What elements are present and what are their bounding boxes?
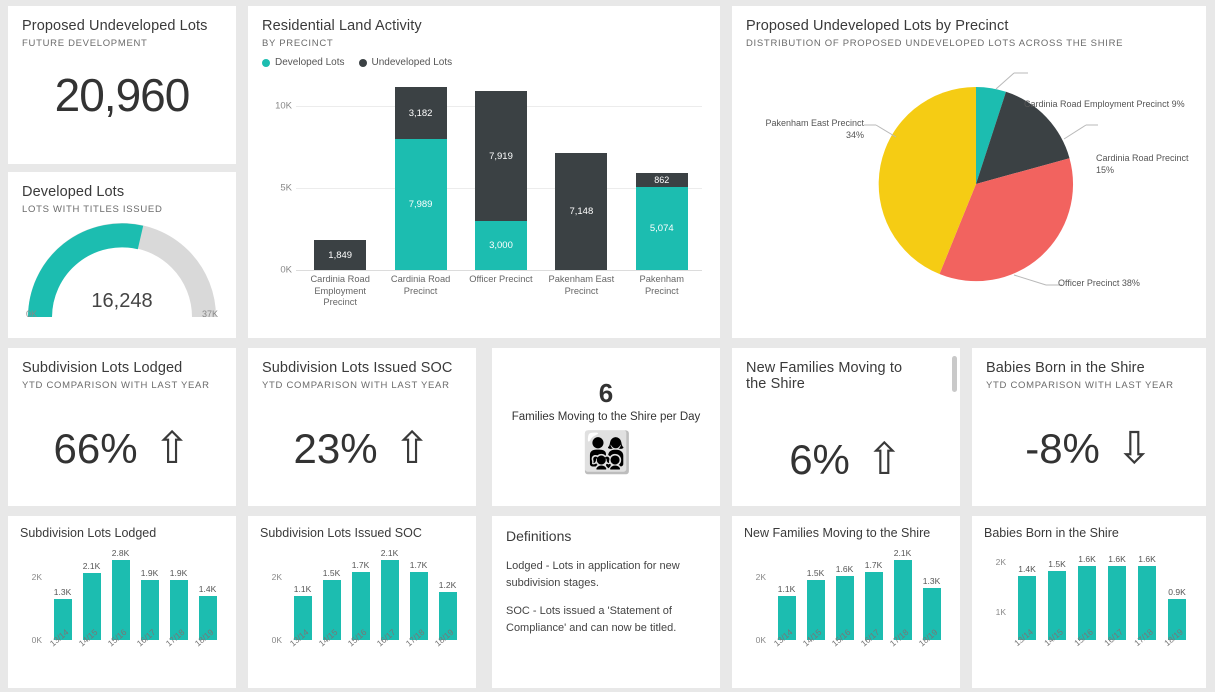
bar-value-label: 1.1K — [293, 584, 312, 594]
bar-group — [772, 548, 946, 640]
y-axis — [744, 548, 768, 645]
bar-segment-developed[interactable]: 7,989 — [395, 139, 447, 270]
x-axis-labels — [1012, 626, 1192, 652]
bar-segment-undeveloped[interactable]: 3,182 — [395, 87, 447, 139]
card-title: Proposed Undeveloped Lots by Precinct — [746, 18, 1009, 34]
y-axis — [20, 548, 44, 645]
y-tick-label: 2K — [31, 572, 42, 582]
bar-value-label: 1.4K — [198, 584, 217, 594]
x-tick-label: 17/18 — [887, 627, 911, 649]
bar-item[interactable] — [917, 548, 946, 640]
bar-item[interactable] — [317, 548, 346, 640]
bar-value-label: 1.6K — [1138, 554, 1156, 564]
bar-item[interactable] — [164, 548, 193, 640]
x-tick-label: Officer Precinct — [469, 274, 533, 284]
bar-value-label: 2.8K — [111, 548, 130, 558]
bar-item[interactable] — [106, 548, 135, 640]
bar-item[interactable] — [772, 548, 801, 640]
x-tick-label: 15/16 — [345, 627, 369, 649]
bar-column[interactable] — [555, 74, 607, 270]
bar-column[interactable] — [475, 74, 527, 270]
legend-swatch-icon — [359, 59, 367, 67]
card-residential-land-activity[interactable] — [248, 6, 720, 338]
x-tick-label: 16/17 — [858, 627, 882, 649]
scrollbar-thumb[interactable] — [952, 356, 957, 392]
bar-item[interactable] — [404, 548, 433, 640]
bar-value-label: 1.6K — [835, 564, 854, 574]
bar-segment-developed[interactable]: 3,000 — [475, 221, 527, 270]
bar-value-label: 1.9K — [169, 568, 188, 578]
y-tick-label: 2K — [271, 572, 282, 582]
y-tick-label: 0K — [271, 635, 282, 645]
y-axis — [260, 548, 284, 645]
card-title: Subdivision Lots Lodged — [20, 526, 157, 540]
card-chart-new-families[interactable] — [732, 516, 960, 688]
bar-chart — [984, 548, 1194, 676]
x-tick-label: 15/16 — [105, 627, 129, 649]
x-tick-label: 17/18 — [1132, 626, 1155, 649]
family-icon: 👨‍👩‍👧‍👦 — [582, 431, 630, 475]
card-subtitle: DISTRIBUTION OF PROPOSED UNDEVELOPED LOTS ACROSS THE SHIRE — [746, 38, 1124, 49]
x-tick-label: 16/17 — [374, 627, 398, 649]
kpi-value: 6% — [789, 436, 850, 483]
arrow-up-icon: ⇧ — [153, 424, 191, 473]
families-per-day-value: 6 — [598, 378, 614, 408]
bar-group — [1012, 548, 1192, 640]
bar-item[interactable] — [48, 548, 77, 640]
x-tick-label: Pakenham East Precinct — [548, 274, 615, 296]
x-tick-label: 13/14 — [771, 627, 795, 649]
kpi-value: 66% — [53, 425, 138, 472]
arrow-down-icon: ⇩ — [1115, 424, 1153, 473]
kpi-value: -8% — [1025, 425, 1100, 472]
y-axis — [984, 548, 1008, 640]
x-tick-label: 14/15 — [800, 627, 824, 649]
y-tick-label: 10K — [275, 100, 292, 112]
card-proposed-lots-by-precinct[interactable] — [732, 6, 1206, 338]
bar-item[interactable] — [375, 548, 404, 640]
pie-callout-cardinia-road-employment: Cardinia Road Employment Precinct 9% — [1024, 99, 1185, 109]
x-tick-label: 16/17 — [134, 627, 158, 649]
card-chart-subdivision-lots-issued-soc[interactable] — [248, 516, 476, 688]
card-subtitle: YTD COMPARISON WITH LAST YEAR — [986, 380, 1174, 391]
bar-segment-developed[interactable]: 5,074 — [636, 187, 688, 270]
bar-segment-undeveloped[interactable]: 862 — [636, 173, 688, 187]
x-tick-label: 15/16 — [1072, 626, 1095, 649]
definition-lodged: Lodged - Lots in application for new subdivision stages. — [506, 560, 680, 589]
card-title: Subdivision Lots Issued SOC — [262, 360, 453, 376]
x-tick-label: 18/19 — [1162, 626, 1185, 649]
bar-value-label: 0.9K — [1168, 587, 1186, 597]
developed-lots-gauge — [22, 221, 222, 321]
bar-group — [288, 548, 462, 640]
bar-value-label: 1.7K — [409, 560, 428, 570]
x-tick-label: Cardinia Road Employment Precinct — [310, 274, 370, 308]
bar-value-label: 1.5K — [806, 568, 825, 578]
pie-callout-cardinia-road: Cardinia Road Precinct 15% — [1096, 153, 1189, 175]
card-proposed-undeveloped-lots[interactable] — [8, 6, 236, 164]
x-axis-labels — [287, 627, 462, 652]
arrow-up-icon: ⇧ — [393, 424, 431, 473]
bar-chart — [260, 548, 464, 676]
bar-chart — [20, 548, 224, 676]
bar-item[interactable] — [830, 548, 859, 640]
card-definitions[interactable] — [492, 516, 720, 688]
card-subtitle: YTD COMPARISON WITH LAST YEAR — [262, 380, 450, 391]
bar-item[interactable] — [888, 548, 917, 640]
kpi-value: 23% — [293, 425, 378, 472]
card-chart-subdivision-lots-lodged[interactable] — [8, 516, 236, 688]
x-tick-label: 13/14 — [1012, 626, 1035, 649]
card-kpi-subdivision-lots-lodged[interactable] — [8, 348, 236, 506]
gauge-value: 16,248 — [91, 290, 153, 312]
bar-item[interactable] — [135, 548, 164, 640]
proposed-lots-value: 20,960 — [54, 69, 190, 121]
y-tick-label: 0K — [31, 635, 42, 645]
bar-column[interactable] — [636, 74, 688, 270]
card-title: Babies Born in the Shire — [986, 360, 1145, 376]
y-axis — [262, 74, 296, 276]
bar-value-label: 1.5K — [322, 568, 341, 578]
legend-item-undeveloped[interactable] — [359, 57, 453, 68]
y-tick-label: 0K — [755, 635, 766, 645]
definition-soc: SOC - Lots issued a 'Statement of Compliance' and can now be titled. — [506, 605, 677, 634]
x-tick-label: 14/15 — [1042, 626, 1065, 649]
card-subtitle: FUTURE DEVELOPMENT — [22, 38, 148, 49]
bar-group — [300, 74, 702, 270]
bar-value-label: 1.3K — [53, 587, 72, 597]
bar-value-label: 1.6K — [1078, 554, 1096, 564]
x-tick-label: 13/14 — [287, 627, 311, 649]
y-tick-label: 2K — [995, 557, 1006, 567]
bar-value-label: 2.1K — [380, 548, 399, 558]
bar-value-label: 1.1K — [777, 584, 796, 594]
bar-group — [48, 548, 222, 640]
bar-value-label: 1.7K — [351, 560, 370, 570]
card-title: Subdivision Lots Lodged — [22, 360, 183, 376]
definitions-title: Definitions — [506, 528, 572, 544]
bar-item[interactable] — [801, 548, 830, 640]
families-per-day-caption: Families Moving to the Shire per Day — [511, 411, 701, 423]
x-axis-labels — [300, 274, 702, 309]
y-tick-label: 5K — [280, 182, 292, 194]
x-tick-label: 17/18 — [403, 627, 427, 649]
x-tick-label: 14/15 — [76, 627, 100, 649]
card-kpi-subdivision-lots-issued-soc[interactable] — [248, 348, 476, 506]
card-families-per-day[interactable] — [492, 348, 720, 506]
x-axis-labels — [771, 627, 946, 652]
bar-chart — [744, 548, 948, 676]
bar-segment-undeveloped[interactable]: 7,148 — [555, 153, 607, 270]
x-tick-label: 16/17 — [1102, 626, 1125, 649]
bar-column[interactable] — [314, 74, 366, 270]
bar-column[interactable] — [395, 74, 447, 270]
legend-label: Developed Lots — [275, 57, 345, 68]
card-developed-lots[interactable] — [8, 172, 236, 338]
card-kpi-babies-born[interactable] — [972, 348, 1206, 506]
card-subtitle: YTD COMPARISON WITH LAST YEAR — [22, 380, 210, 391]
gauge-min-label: 0K — [26, 309, 38, 319]
pie-chart — [746, 53, 1192, 315]
card-kpi-new-families[interactable] — [732, 348, 960, 506]
x-tick-label: 14/15 — [316, 627, 340, 649]
arrow-up-icon: ⇧ — [865, 435, 903, 484]
x-tick-label: 13/14 — [47, 627, 71, 649]
legend-swatch-icon — [262, 59, 270, 67]
y-tick-label: 1K — [995, 607, 1006, 617]
bar-segment-undeveloped[interactable]: 7,919 — [475, 91, 527, 221]
card-title: New Families Moving to the Shire — [744, 526, 931, 540]
bar-value-label: 1.4K — [1018, 564, 1036, 574]
x-tick-label: 18/19 — [916, 627, 940, 649]
y-tick-label: 2K — [755, 572, 766, 582]
y-tick-label: 0K — [280, 264, 292, 276]
x-tick-label: Pakenham Precinct — [639, 274, 684, 296]
chart-legend[interactable] — [262, 57, 706, 68]
bar-value-label: 1.2K — [438, 580, 457, 590]
bar-value-label: 2.1K — [893, 548, 912, 558]
bar-value-label: 1.6K — [1108, 554, 1126, 564]
bar-item[interactable] — [433, 548, 462, 640]
card-subtitle: BY PRECINCT — [262, 38, 334, 49]
x-tick-label: 15/16 — [829, 627, 853, 649]
legend-label: Undeveloped Lots — [371, 57, 453, 68]
x-tick-label: 17/18 — [163, 627, 187, 649]
x-axis-labels — [47, 627, 222, 652]
x-tick-label: 18/19 — [192, 627, 216, 649]
x-tick-label: Cardinia Road Precinct — [390, 274, 451, 296]
card-title: Proposed Undeveloped Lots — [22, 18, 208, 34]
bar-item[interactable] — [77, 548, 106, 640]
legend-item-developed[interactable] — [262, 57, 345, 68]
bar-item[interactable] — [859, 548, 888, 640]
bar-value-label: 1.7K — [864, 560, 883, 570]
bar-item[interactable] — [346, 548, 375, 640]
card-title: Residential Land Activity — [262, 18, 422, 34]
x-tick-label: 18/19 — [432, 627, 456, 649]
card-title: Subdivision Lots Issued SOC — [260, 526, 422, 540]
bar-item[interactable] — [193, 548, 222, 640]
card-title: New Families Moving to the Shire — [746, 360, 903, 392]
bar-value-label: 1.9K — [140, 568, 159, 578]
card-title: Babies Born in the Shire — [984, 526, 1119, 540]
bar-item[interactable] — [288, 548, 317, 640]
stacked-bar-chart — [262, 74, 706, 314]
bar-segment-undeveloped[interactable]: 1,849 — [314, 240, 366, 270]
card-title: Developed Lots — [22, 184, 125, 200]
card-chart-babies-born[interactable] — [972, 516, 1206, 688]
pie-callout-pakenham-east: Pakenham East Precinct 34% — [765, 118, 864, 140]
bar-value-label: 2.1K — [82, 561, 101, 571]
card-subtitle: LOTS WITH TITLES ISSUED — [22, 204, 163, 215]
gauge-max-label: 37K — [201, 309, 218, 319]
pie-callout-officer: Officer Precinct 38% — [1058, 278, 1140, 288]
bar-value-label: 1.5K — [1048, 559, 1066, 569]
bar-value-label: 1.3K — [922, 576, 941, 586]
